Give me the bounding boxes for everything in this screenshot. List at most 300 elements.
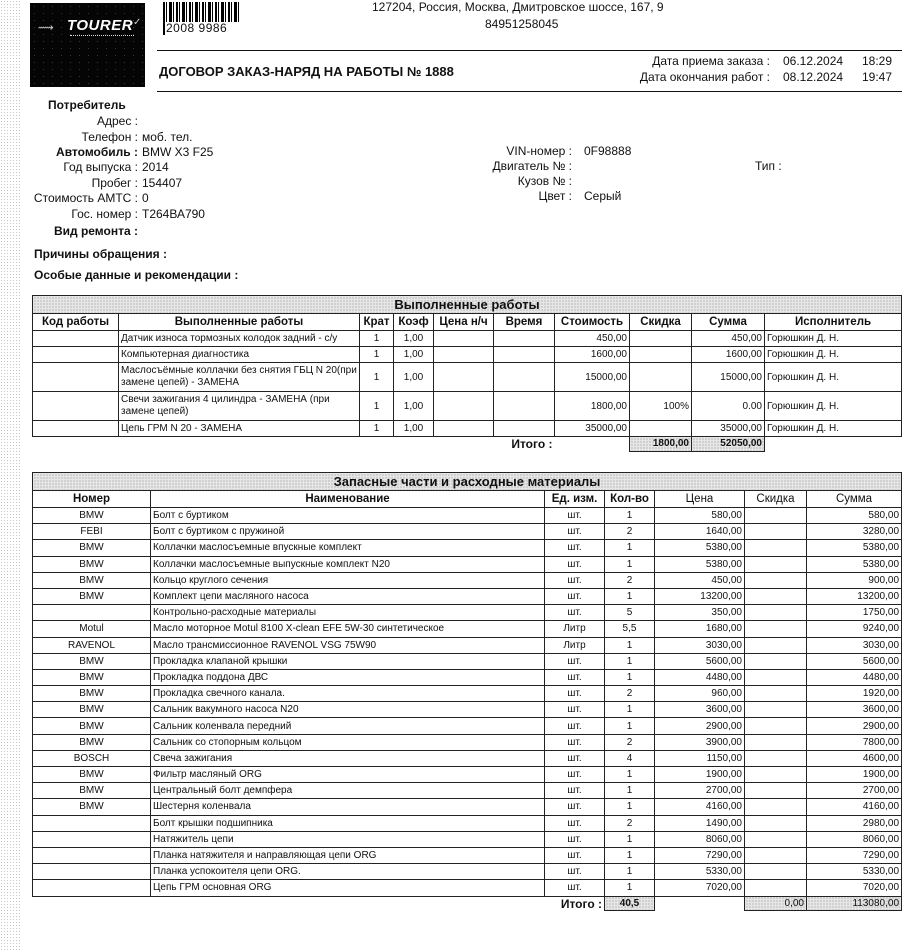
part-price: 13200,00 [655,588,745,604]
col-koef: Коэф [394,314,434,331]
logo-tagline [70,35,134,38]
work-cost: 1600,00 [555,347,630,363]
order-date: 06.12.2024 [783,54,844,68]
engine-label: Двигатель № : [492,159,572,173]
works-row [33,363,902,392]
work-name: Датчик износа тормозных колодок задний - с/у [119,331,360,347]
part-price: 4480,00 [655,669,745,685]
part-number: BMW [33,508,151,524]
part-unit: шт. [545,605,605,621]
part-price: 2700,00 [655,783,745,799]
part-qty: 1 [605,718,655,734]
part-price: 1640,00 [655,524,745,540]
col-part-discount: Скидка [745,491,807,508]
work-koef: 1,00 [394,392,434,421]
part-unit: шт. [545,653,605,669]
part-number: BMW [33,556,151,572]
work-time [494,347,555,363]
part-discount [745,621,807,637]
phone-label: Телефон : [81,130,138,144]
part-discount [745,556,807,572]
part-qty: 1 [605,653,655,669]
works-total-sum: 52050,00 [692,437,765,452]
part-discount [745,669,807,685]
type-label: Тип : [755,159,782,173]
part-discount [745,653,807,669]
part-qty: 1 [605,783,655,799]
part-unit: шт. [545,815,605,831]
part-name: Коллачки маслосъемные выпускные комплект N20 [151,556,545,572]
part-number: BMW [33,588,151,604]
plate-value: Т264ВА790 [142,207,205,221]
parts-row [33,653,902,669]
phone-value: моб. тел. [142,130,193,144]
part-qty: 1 [605,799,655,815]
work-discount [630,331,692,347]
part-unit: шт. [545,767,605,783]
part-price: 1900,00 [655,767,745,783]
parts-table [32,472,902,911]
part-qty: 1 [605,669,655,685]
part-unit: шт. [545,718,605,734]
part-sum: 2900,00 [807,718,902,734]
logo-emblem-icon: ⟿ [38,22,54,34]
part-sum: 900,00 [807,572,902,588]
part-name: Фильтр масляный ORG [151,767,545,783]
part-qty: 1 [605,540,655,556]
parts-row [33,588,902,604]
parts-row [33,605,902,621]
parts-row [33,880,902,896]
part-price: 1490,00 [655,815,745,831]
customer-fields-left [0,114,440,244]
parts-total-label: Итого : [560,896,602,911]
col-qty: Кол-во [605,491,655,508]
col-part-name: Наименование [151,491,545,508]
part-name: Планка успокоителя цепи ORG. [151,864,545,880]
parts-row [33,767,902,783]
part-discount [745,718,807,734]
col-part-sum: Сумма [807,491,902,508]
part-discount [745,702,807,718]
work-cost: 1800,00 [555,392,630,421]
work-name: Компьютерная диагностика [119,347,360,363]
work-time [494,421,555,437]
work-time [494,363,555,392]
end-date: 08.12.2024 [783,70,844,84]
part-unit: Литр [545,637,605,653]
part-name: Сальник вакумного насоса N20 [151,702,545,718]
part-discount [745,686,807,702]
work-sum: 0.00 [692,392,765,421]
part-qty: 2 [605,686,655,702]
mileage-value: 154407 [142,176,183,190]
work-name: Цепь ГРМ N 20 - ЗАМЕНА [119,421,360,437]
part-qty: 1 [605,637,655,653]
company-phone: 84951258045 [485,17,559,31]
work-name: Маслосъёмные коллачки без снятия ГБЦ N 20(при замене цепей) - ЗАМЕНА [119,363,360,392]
part-number: BMW [33,540,151,556]
work-price-hour [434,331,494,347]
part-sum: 3280,00 [807,524,902,540]
part-name: Болт крышки подшипника [151,815,545,831]
part-unit: шт. [545,734,605,750]
part-qty: 4 [605,750,655,766]
part-qty: 2 [605,524,655,540]
part-sum: 1750,00 [807,605,902,621]
parts-row [33,637,902,653]
parts-row [33,831,902,847]
part-sum: 3600,00 [807,702,902,718]
part-discount [745,524,807,540]
work-price-hour [434,392,494,421]
parts-total-discount: 0,00 [745,896,807,911]
vehicle-cost-value: 0 [142,191,149,205]
col-part-number: Номер [33,491,151,508]
work-name: Свечи зажигания 4 цилиндра - ЗАМЕНА (при замене цепей) [119,392,360,421]
part-number: BMW [33,767,151,783]
part-number [33,605,151,621]
part-price: 450,00 [655,572,745,588]
col-price-hour: Цена н/ч [434,314,494,331]
col-krat: Крат [360,314,394,331]
part-sum: 5600,00 [807,653,902,669]
part-name: Планка натяжителя и направляющая цепи ORG [151,847,545,863]
barcode-bars [163,2,241,22]
part-discount [745,508,807,524]
part-qty: 1 [605,831,655,847]
part-discount [745,750,807,766]
customer-section-label: Потребитель [48,98,126,112]
part-unit: шт. [545,686,605,702]
work-discount [630,421,692,437]
color-value: Серый [584,189,622,203]
parts-caption: Запасные части и расходные материалы [33,473,902,491]
vin-label: VIN-номер : [506,144,572,158]
part-number: BMW [33,653,151,669]
part-price: 5380,00 [655,540,745,556]
part-price: 8060,00 [655,831,745,847]
work-cost: 450,00 [555,331,630,347]
work-code [33,331,119,347]
part-unit: шт. [545,880,605,896]
car-label: Автомобиль : [56,145,138,159]
part-discount [745,572,807,588]
part-qty: 5,5 [605,621,655,637]
part-sum: 2980,00 [807,815,902,831]
document-title: ДОГОВОР ЗАКАЗ-НАРЯД НА РАБОТЫ № 1888 [159,64,454,79]
work-time [494,392,555,421]
part-price: 3030,00 [655,637,745,653]
body-label: Кузов № : [517,174,572,188]
works-row [33,392,902,421]
works-row [33,331,902,347]
part-sum: 4600,00 [807,750,902,766]
work-code [33,347,119,363]
part-unit: шт. [545,799,605,815]
part-unit: шт. [545,831,605,847]
part-number [33,880,151,896]
vin-value: 0F98888 [584,144,632,158]
part-unit: шт. [545,572,605,588]
work-executor: Горюшкин Д. Н. [765,363,902,392]
part-price: 2900,00 [655,718,745,734]
notes-label: Особые данные и рекомендации : [34,268,239,282]
part-qty: 1 [605,508,655,524]
part-number: BMW [33,669,151,685]
part-sum: 13200,00 [807,588,902,604]
part-unit: шт. [545,556,605,572]
part-sum: 7020,00 [807,880,902,896]
part-qty: 1 [605,702,655,718]
works-header-row [33,314,902,331]
company-address: 127204, Россия, Москва, Дмитровское шоссе, 167, 9 [372,0,664,14]
parts-header-row [33,491,902,508]
work-sum: 35000,00 [692,421,765,437]
part-unit: Литр [545,621,605,637]
part-discount [745,637,807,653]
vehicle-cost-label: Стоимость АМТС : [33,191,138,205]
part-number: BMW [33,686,151,702]
col-price: Цена [655,491,745,508]
part-qty: 2 [605,734,655,750]
works-caption: Выполненные работы [33,296,902,314]
parts-row [33,686,902,702]
part-name: Масло трансмиссионное RAVENOL VSG 75W90 [151,637,545,653]
part-sum: 1900,00 [807,767,902,783]
part-price: 7290,00 [655,847,745,863]
part-sum: 7290,00 [807,847,902,863]
part-name: Центральный болт демпфера [151,783,545,799]
part-qty: 2 [605,815,655,831]
work-koef: 1,00 [394,347,434,363]
work-cost: 35000,00 [555,421,630,437]
works-total-discount: 1800,00 [630,437,692,452]
part-discount [745,864,807,880]
col-discount: Скидка [630,314,692,331]
work-sum: 450,00 [692,331,765,347]
part-number: FEBI [33,524,151,540]
part-name: Сальник коленвала передний [151,718,545,734]
part-discount [745,734,807,750]
part-name: Цепь ГРМ основная ORG [151,880,545,896]
part-qty: 1 [605,556,655,572]
part-discount [745,831,807,847]
part-sum: 5330,00 [807,864,902,880]
work-koef: 1,00 [394,363,434,392]
part-price: 1150,00 [655,750,745,766]
works-table [32,295,902,452]
part-number [33,831,151,847]
company-logo [30,3,145,87]
part-sum: 8060,00 [807,831,902,847]
parts-row [33,572,902,588]
part-name: Контрольно-расходные материалы [151,605,545,621]
part-sum: 580,00 [807,508,902,524]
year-value: 2014 [142,160,169,174]
works-total-row [33,437,902,452]
part-discount [745,540,807,556]
work-code [33,392,119,421]
part-price: 5380,00 [655,556,745,572]
works-total-label: Итого : [511,437,553,451]
parts-row [33,508,902,524]
works-total-spacer [555,437,630,452]
part-name: Шестерня коленвала [151,799,545,815]
work-krat: 1 [360,347,394,363]
year-label: Год выпуска : [63,160,138,174]
part-price: 1680,00 [655,621,745,637]
part-discount [745,847,807,863]
plate-label: Гос. номер : [71,207,138,221]
work-discount: 100% [630,392,692,421]
barcode-number: 2008 9986 [163,22,241,35]
parts-row [33,799,902,815]
col-work-code: Код работы [33,314,119,331]
part-name: Сальник со стопорным кольцом [151,734,545,750]
part-qty: 2 [605,572,655,588]
parts-row [33,815,902,831]
col-sum: Сумма [692,314,765,331]
repair-type-label: Вид ремонта : [53,224,138,238]
work-price-hour [434,421,494,437]
part-unit: шт. [545,540,605,556]
works-row [33,421,902,437]
part-sum: 5380,00 [807,556,902,572]
part-unit: шт. [545,588,605,604]
part-sum: 2700,00 [807,783,902,799]
order-date-label: Дата приема заказа : [652,54,770,68]
reasons-label: Причины обращения : [34,247,168,261]
work-sum: 15000,00 [692,363,765,392]
part-qty: 1 [605,864,655,880]
part-name: Коллачки маслосъемные впускные комплект [151,540,545,556]
part-name: Прокладка клапаной крышки [151,653,545,669]
order-time: 18:29 [862,54,893,68]
part-number [33,815,151,831]
part-number: BOSCH [33,750,151,766]
part-unit: шт. [545,864,605,880]
parts-total-sum: 113080,00 [807,896,902,911]
part-sum: 7800,00 [807,734,902,750]
part-number: BMW [33,702,151,718]
works-row [33,347,902,363]
parts-row [33,621,902,637]
parts-row [33,702,902,718]
end-date-label: Дата окончания работ : [639,70,770,84]
part-sum: 5380,00 [807,540,902,556]
part-price: 3900,00 [655,734,745,750]
part-qty: 5 [605,605,655,621]
work-sum: 1600,00 [692,347,765,363]
part-sum: 4480,00 [807,669,902,685]
parts-total-spacer [655,896,745,911]
part-number: BMW [33,718,151,734]
part-name: Болт с буртиком с пружиной [151,524,545,540]
work-krat: 1 [360,331,394,347]
part-price: 580,00 [655,508,745,524]
part-discount [745,783,807,799]
part-price: 960,00 [655,686,745,702]
part-unit: шт. [545,508,605,524]
parts-row [33,556,902,572]
part-name: Прокладка поддона ДВС [151,669,545,685]
parts-row [33,524,902,540]
logo-check-icon: ✓ [133,17,142,28]
part-unit: шт. [545,669,605,685]
work-price-hour [434,347,494,363]
part-name: Кольцо круглого сечения [151,572,545,588]
col-work-name: Выполненные работы [119,314,360,331]
part-qty: 1 [605,847,655,863]
parts-row [33,750,902,766]
parts-row [33,864,902,880]
part-sum: 9240,00 [807,621,902,637]
part-number: Motul [33,621,151,637]
work-krat: 1 [360,421,394,437]
header-rule-bottom [157,91,902,92]
parts-row [33,540,902,556]
part-number [33,847,151,863]
parts-total-qty: 40,5 [605,896,655,911]
parts-row [33,718,902,734]
part-discount [745,799,807,815]
part-name: Болт с буртиком [151,508,545,524]
color-label: Цвет : [538,189,572,203]
part-price: 4160,00 [655,799,745,815]
work-discount [630,347,692,363]
work-price-hour [434,363,494,392]
part-unit: шт. [545,847,605,863]
part-number [33,864,151,880]
part-qty: 1 [605,588,655,604]
work-krat: 1 [360,363,394,392]
part-discount [745,588,807,604]
part-unit: шт. [545,702,605,718]
logo-text: TOURER [67,17,134,34]
part-price: 5600,00 [655,653,745,669]
part-price: 5330,00 [655,864,745,880]
work-koef: 1,00 [394,331,434,347]
part-price: 3600,00 [655,702,745,718]
part-qty: 1 [605,880,655,896]
part-price: 350,00 [655,605,745,621]
part-name: Натяжитель цепи [151,831,545,847]
parts-row [33,847,902,863]
work-koef: 1,00 [394,421,434,437]
part-discount [745,880,807,896]
customer-fields-right [450,144,909,208]
part-discount [745,605,807,621]
part-discount [745,815,807,831]
work-executor: Горюшкин Д. Н. [765,331,902,347]
col-cost: Стоимость [555,314,630,331]
dates-block [600,54,900,88]
work-executor: Горюшкин Д. Н. [765,347,902,363]
work-time [494,331,555,347]
mileage-label: Пробег : [91,176,138,190]
car-value: BMW X3 F25 [142,145,214,159]
part-unit: шт. [545,783,605,799]
part-unit: шт. [545,524,605,540]
part-name: Прокладка свечного канала. [151,686,545,702]
part-sum: 4160,00 [807,799,902,815]
logo-texture [30,3,145,87]
work-cost: 15000,00 [555,363,630,392]
part-number: RAVENOL [33,637,151,653]
part-unit: шт. [545,750,605,766]
part-sum: 3030,00 [807,637,902,653]
